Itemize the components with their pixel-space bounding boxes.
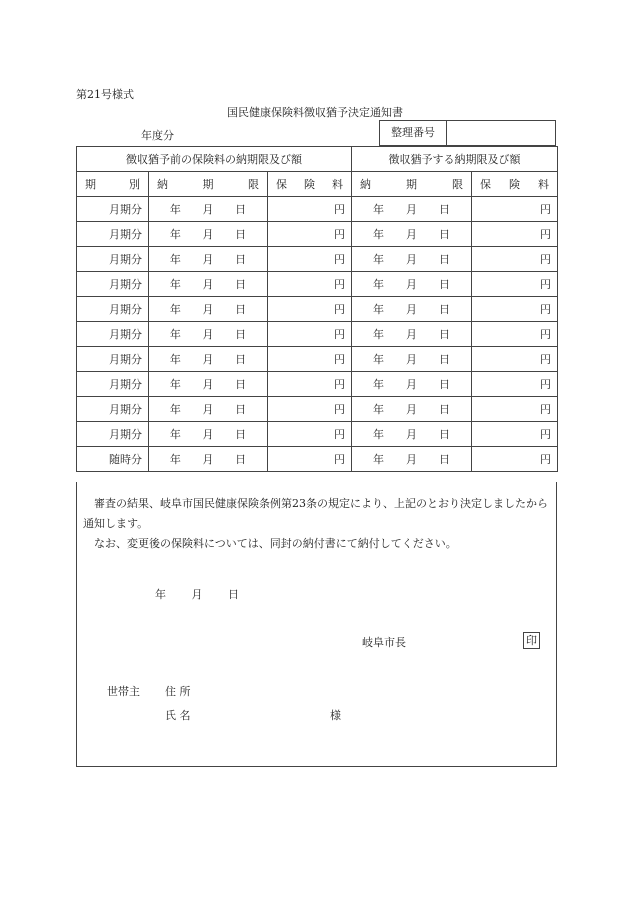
due-date-after-cell [352,422,472,447]
table-row [77,372,558,397]
header-char: 別 [129,178,140,191]
table-row [77,297,558,322]
date-unit: 月 [406,203,417,216]
date-unit: 日 [235,428,247,441]
premium-after-cell: 円 [472,247,558,272]
date-unit: 年 [373,253,384,266]
premium-before-cell: 円 [268,222,352,247]
address-label: 住 所 [165,685,191,698]
due-date-before-cell [149,222,268,247]
due-date-after-cell [352,297,472,322]
date-unit: 日 [439,428,450,441]
premium-after-cell: 円 [472,197,558,222]
period-cell: 月期分 [77,372,149,397]
premium-after-cell: 円 [472,272,558,297]
premium-before-cell: 円 [268,297,352,322]
date-unit: 年 [169,378,181,391]
date-units [149,376,267,392]
date-unit: 日 [439,403,450,416]
header-char: 保 [480,178,491,191]
date-units [149,326,267,342]
period-cell: 月期分 [77,272,149,297]
due-date-after-cell [352,347,472,372]
header-char: 料 [538,178,549,191]
column-header-premium-before-text [268,176,351,192]
header-char: 期 [85,178,96,191]
header-char: 納 [360,178,371,191]
table-row [77,272,558,297]
header-char: 保 [276,178,287,191]
due-date-after-cell [352,447,472,472]
table-row [77,397,558,422]
date-unit: 日 [235,203,247,216]
due-date-after-cell [352,372,472,397]
premium-after-cell: 円 [472,397,558,422]
due-date-before-cell [149,297,268,322]
date-unit: 日 [439,378,450,391]
column-header-period [77,172,149,197]
date-unit: 年 [373,278,384,291]
premium-before-cell: 円 [268,272,352,297]
date-unit: 年 [169,403,181,416]
table-row [77,247,558,272]
premium-after-cell: 円 [472,222,558,247]
due-date-before-cell [149,372,268,397]
column-header-due-date-before-text [149,176,267,192]
premium-before-cell: 円 [268,247,352,272]
header-char: 料 [332,178,343,191]
date-units [149,451,267,467]
notice-date: 年 月 日 [155,588,239,601]
date-unit: 年 [373,203,384,216]
date-units [352,226,471,242]
premium-schedule-table [76,146,558,472]
premium-before-cell: 円 [268,322,352,347]
date-unit: 月 [202,228,214,241]
date-unit: 年 [169,328,181,341]
date-unit: 年 [373,228,384,241]
date-units [352,451,471,467]
date-unit: 日 [235,328,247,341]
date-units [149,276,267,292]
date-unit: 日 [235,253,247,266]
table-column-header-row [77,172,558,197]
date-unit: 月 [406,303,417,316]
table-row [77,447,558,472]
date-units [352,301,471,317]
household-head-label: 世帯主 [107,685,140,698]
date-unit: 年 [373,378,384,391]
premium-after-cell: 円 [472,422,558,447]
date-unit: 月 [406,403,417,416]
header-char: 限 [248,178,259,191]
date-unit: 月 [202,378,214,391]
due-date-before-cell [149,397,268,422]
date-unit: 年 [373,328,384,341]
premium-before-cell: 円 [268,422,352,447]
date-units [352,426,471,442]
date-unit: 年 [169,203,181,216]
due-date-before-cell [149,247,268,272]
date-unit: 日 [235,228,247,241]
date-units [352,251,471,267]
due-date-after-cell [352,197,472,222]
date-unit: 月 [202,303,214,316]
date-unit: 月 [202,328,214,341]
notice-paragraph-payment: なお、変更後の保険料については、同封の納付書にて納付してください。 [94,537,457,550]
due-date-before-cell [149,347,268,372]
premium-after-cell: 円 [472,297,558,322]
due-date-after-cell [352,247,472,272]
date-unit: 年 [169,303,181,316]
header-char: 期 [406,178,417,191]
date-units [149,301,267,317]
date-unit: 日 [439,253,450,266]
premium-before-cell: 円 [268,197,352,222]
date-unit: 日 [439,228,450,241]
seal-mark: 印 [523,632,540,649]
date-units [352,326,471,342]
date-units [352,201,471,217]
column-header-due-date-after-text [352,176,471,192]
column-header-due-date-after [352,172,472,197]
date-unit: 月 [202,453,214,466]
date-unit: 年 [169,278,181,291]
date-units [149,226,267,242]
column-header-period-text [77,176,148,192]
date-unit: 月 [406,353,417,366]
date-unit: 年 [169,428,181,441]
date-unit: 日 [439,328,450,341]
notice-paragraph-decision: 審査の結果、岐阜市国民健康保険条例第23条の規定により、上記のとおり決定しましたから通知します。 [83,497,548,530]
date-units [149,401,267,417]
period-cell: 月期分 [77,197,149,222]
notice-section [76,482,557,767]
table-row [77,322,558,347]
date-unit: 日 [235,278,247,291]
due-date-before-cell [149,197,268,222]
date-unit: 日 [235,353,247,366]
date-unit: 月 [202,278,214,291]
date-units [352,351,471,367]
header-char: 険 [304,178,315,191]
date-units [149,426,267,442]
premium-after-cell: 円 [472,372,558,397]
header-char: 納 [157,178,168,191]
date-unit: 月 [406,228,417,241]
date-unit: 月 [202,203,214,216]
due-date-before-cell [149,447,268,472]
date-unit: 日 [439,203,450,216]
date-unit: 年 [373,428,384,441]
form-number: 第21号様式 [76,88,134,101]
period-cell: 月期分 [77,222,149,247]
period-cell: 月期分 [77,247,149,272]
period-cell: 月期分 [77,297,149,322]
table-row [77,197,558,222]
honorific: 様 [330,709,341,722]
premium-after-cell: 円 [472,447,558,472]
column-header-premium-after [472,172,558,197]
due-date-before-cell [149,422,268,447]
period-cell: 月期分 [77,422,149,447]
reference-number-box [379,120,556,146]
group-header-before: 徴収猶予前の保険料の納期限及び額 [77,147,352,172]
date-unit: 年 [373,303,384,316]
period-cell: 月期分 [77,397,149,422]
date-units [352,401,471,417]
date-unit: 月 [202,353,214,366]
due-date-after-cell [352,222,472,247]
fiscal-year-label: 年度分 [141,129,174,142]
date-unit: 日 [439,303,450,316]
premium-before-cell: 円 [268,397,352,422]
date-unit: 日 [235,453,247,466]
premium-before-cell: 円 [268,347,352,372]
document-title: 国民健康保険料徴収猶予決定通知書 [227,106,403,119]
period-cell: 月期分 [77,347,149,372]
date-unit: 日 [235,403,247,416]
premium-before-cell: 円 [268,372,352,397]
date-unit: 年 [169,253,181,266]
date-units [352,276,471,292]
due-date-before-cell [149,322,268,347]
date-unit: 月 [202,253,214,266]
period-cell: 随時分 [77,447,149,472]
date-unit: 年 [373,453,384,466]
date-unit: 日 [439,453,450,466]
name-label: 氏 名 [165,709,191,722]
date-units [149,351,267,367]
date-units [149,201,267,217]
premium-after-cell: 円 [472,347,558,372]
date-unit: 月 [202,403,214,416]
header-char: 期 [202,178,214,191]
date-unit: 日 [235,303,247,316]
date-unit: 年 [373,403,384,416]
period-cell: 月期分 [77,322,149,347]
header-char: 限 [452,178,463,191]
due-date-after-cell [352,272,472,297]
due-date-before-cell [149,272,268,297]
date-unit: 年 [373,353,384,366]
date-unit: 日 [439,353,450,366]
mayor-title: 岐阜市長 [362,636,406,649]
column-header-premium-after-text [472,176,557,192]
date-unit: 月 [406,278,417,291]
table-row [77,347,558,372]
date-unit: 年 [169,353,181,366]
header-char: 険 [509,178,520,191]
date-units [352,376,471,392]
column-header-premium-before [268,172,352,197]
date-units [149,251,267,267]
due-date-after-cell [352,322,472,347]
date-unit: 日 [235,378,247,391]
date-unit: 年 [169,228,181,241]
table-group-header-row [77,147,558,172]
date-unit: 月 [406,428,417,441]
date-unit: 月 [406,453,417,466]
due-date-after-cell [352,397,472,422]
premium-after-cell: 円 [472,322,558,347]
date-unit: 月 [406,253,417,266]
column-header-due-date-before [149,172,268,197]
date-unit: 日 [439,278,450,291]
date-unit: 月 [202,428,214,441]
date-unit: 年 [169,453,181,466]
group-header-after: 徴収猶予する納期限及び額 [352,147,558,172]
date-unit: 月 [406,328,417,341]
table-row [77,422,558,447]
reference-number-label: 整理番号 [380,121,447,145]
date-unit: 月 [406,378,417,391]
table-row [77,222,558,247]
premium-before-cell: 円 [268,447,352,472]
